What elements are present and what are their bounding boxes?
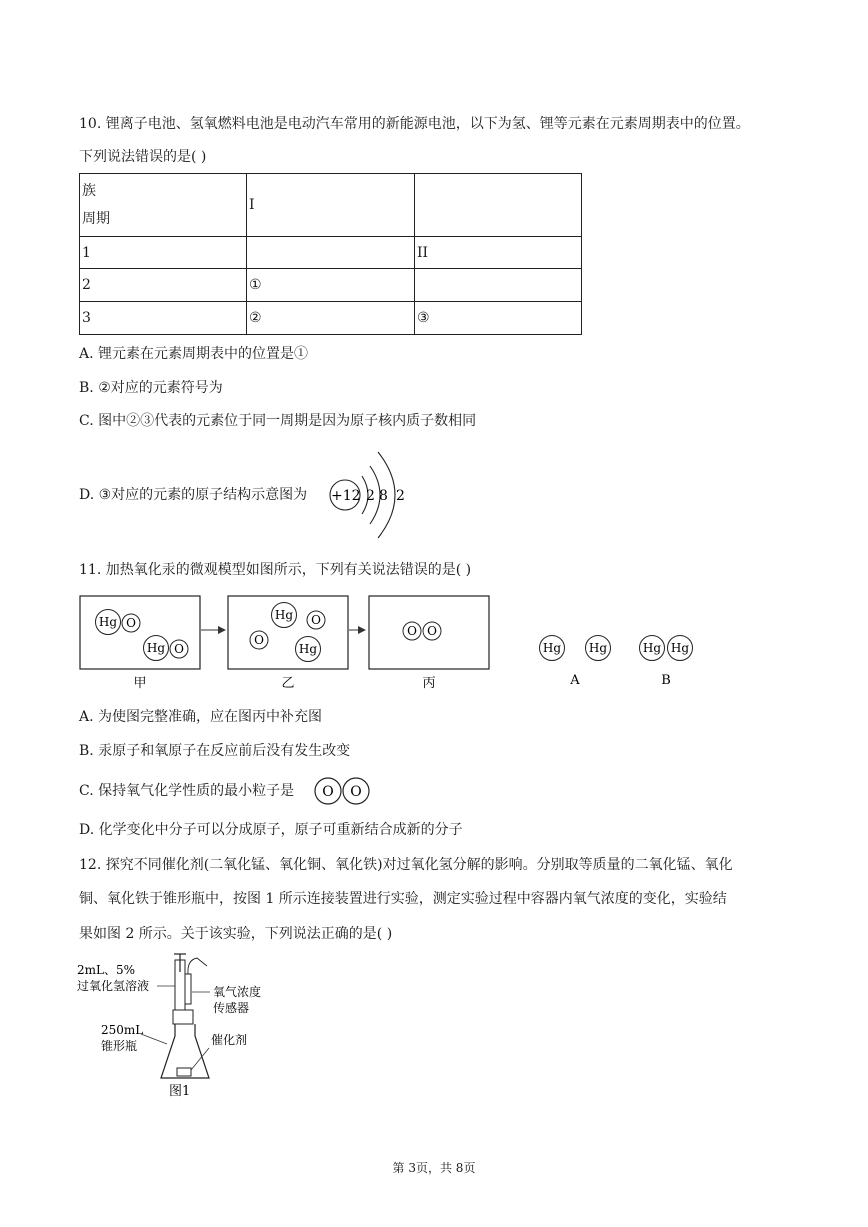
table-cell: ① (247, 269, 415, 302)
shell-2-electrons: 8 (379, 488, 388, 504)
label-yi: 乙 (281, 676, 295, 691)
svg-text:Hg: Hg (146, 641, 166, 655)
catalyst-icon (177, 1068, 191, 1076)
q11-option-d: D. 化学变化中分子可以分成原子，原子可重新结合成新的分子 (79, 822, 463, 838)
table-cell: II (415, 237, 582, 269)
q11-stem: 11. 加热氧化汞的微观模型如图所示，下列有关说法错误的是( ) (79, 562, 472, 578)
q11-option-b: B. 汞原子和氧原子在反应前后没有发生改变 (79, 743, 351, 759)
o2-molecule (403, 622, 441, 640)
q12-stem-line3: 果如图 2 所示。关于该实验，下列说法正确的是( ) (79, 926, 393, 942)
q10-option-b: B. ②对应的元素符号为 (79, 380, 223, 396)
oxygen-sensor-icon (185, 974, 191, 1004)
svg-text:Hg: Hg (298, 642, 318, 656)
svg-text:O: O (407, 624, 417, 638)
table-header-col1: I (247, 174, 415, 237)
hgo-molecule (144, 636, 189, 661)
solution-label-2: 过氧化氢溶液 (77, 979, 150, 993)
flask-label-2: 锥形瓶 (101, 1039, 138, 1053)
shell-1-electrons: 2 (366, 488, 375, 504)
q10-stem-line2: 下列说法错误的是( ) (79, 149, 207, 165)
mercury-oxide-model-figure (75, 590, 705, 695)
table-header-corner: 族 周期 (80, 174, 247, 237)
svg-text:Hg: Hg (274, 608, 294, 622)
table-cell (247, 237, 415, 269)
q10-option-a: A. 锂元素在元素周期表中的位置是① (79, 346, 309, 362)
svg-text:O: O (322, 784, 334, 800)
table-cell (415, 269, 582, 302)
label-a: A (570, 673, 580, 688)
figure-caption: 图1 (169, 1084, 191, 1099)
svg-text:O: O (350, 784, 362, 800)
table-cell-period: 3 (80, 302, 247, 335)
table-cell: ③ (415, 302, 582, 335)
label-bing: 丙 (422, 676, 436, 691)
svg-text:O: O (311, 613, 321, 627)
q10-option-c: C. 图中②③代表的元素位于同一周期是因为原子核内质子数相同 (79, 413, 477, 429)
q10-stem-line1: 10. 锂离子电池、氢氧燃料电池是电动汽车常用的新能源电池，以下为氢、锂等元素在元素周期表中的位置。 (79, 116, 750, 132)
svg-text:Hg: Hg (670, 641, 690, 655)
svg-text:O: O (126, 616, 136, 630)
atom-structure-diagram (324, 442, 420, 546)
box-jia (80, 596, 200, 669)
solution-label-1: 2mL、5% (77, 963, 136, 977)
q12-stem-line1: 12. 探究不同催化剂(二氧化锰、氧化铜、氧化铁)对过氧化氢分解的影响。分别取等质量的二氧化锰、氧化 (79, 857, 733, 873)
table-cell: ② (247, 302, 415, 335)
hgo-molecule (96, 610, 141, 635)
sensor-label-1: 氧气浓度 (213, 985, 262, 999)
sensor-cable (188, 958, 207, 974)
sensor-label-2: 传感器 (213, 1001, 250, 1015)
label-b: B (661, 673, 671, 688)
experiment-apparatus-figure (75, 952, 275, 1102)
q11-option-c: C. 保持氧气化学性质的最小粒子是 (79, 783, 295, 799)
svg-text:Hg: Hg (588, 641, 608, 655)
shell-3-electrons: 2 (396, 488, 405, 504)
catalyst-label: 催化剂 (211, 1033, 248, 1047)
o2-molecule-inline (311, 776, 375, 808)
table-cell-period: 1 (80, 237, 247, 269)
q10-option-d: D. ③对应的元素的原子结构示意图为 (79, 487, 308, 503)
svg-text:O: O (427, 624, 437, 638)
svg-text:O: O (174, 642, 184, 656)
flask-label-1: 250mL (101, 1023, 144, 1037)
table-cell-period: 2 (80, 269, 247, 302)
table-header-col2 (415, 174, 582, 237)
svg-text:Hg: Hg (642, 641, 662, 655)
q11-option-a: A. 为使图完整准确，应在图丙中补充图 (79, 709, 323, 725)
svg-text:Hg: Hg (98, 615, 118, 629)
label-jia: 甲 (133, 676, 147, 691)
periodic-table-excerpt (79, 173, 582, 335)
stopper-icon (173, 1010, 193, 1024)
svg-text:O: O (254, 633, 264, 647)
page-footer: 第 3页，共 8页 (392, 1161, 476, 1175)
nucleus-charge: +12 (331, 488, 361, 504)
svg-text:Hg: Hg (542, 641, 562, 655)
q12-stem-line2: 铜、氧化铁于锥形瓶中，按图 1 所示连接装置进行实验，测定实验过程中容器内氧气浓度的变化，实验结 (79, 891, 727, 907)
